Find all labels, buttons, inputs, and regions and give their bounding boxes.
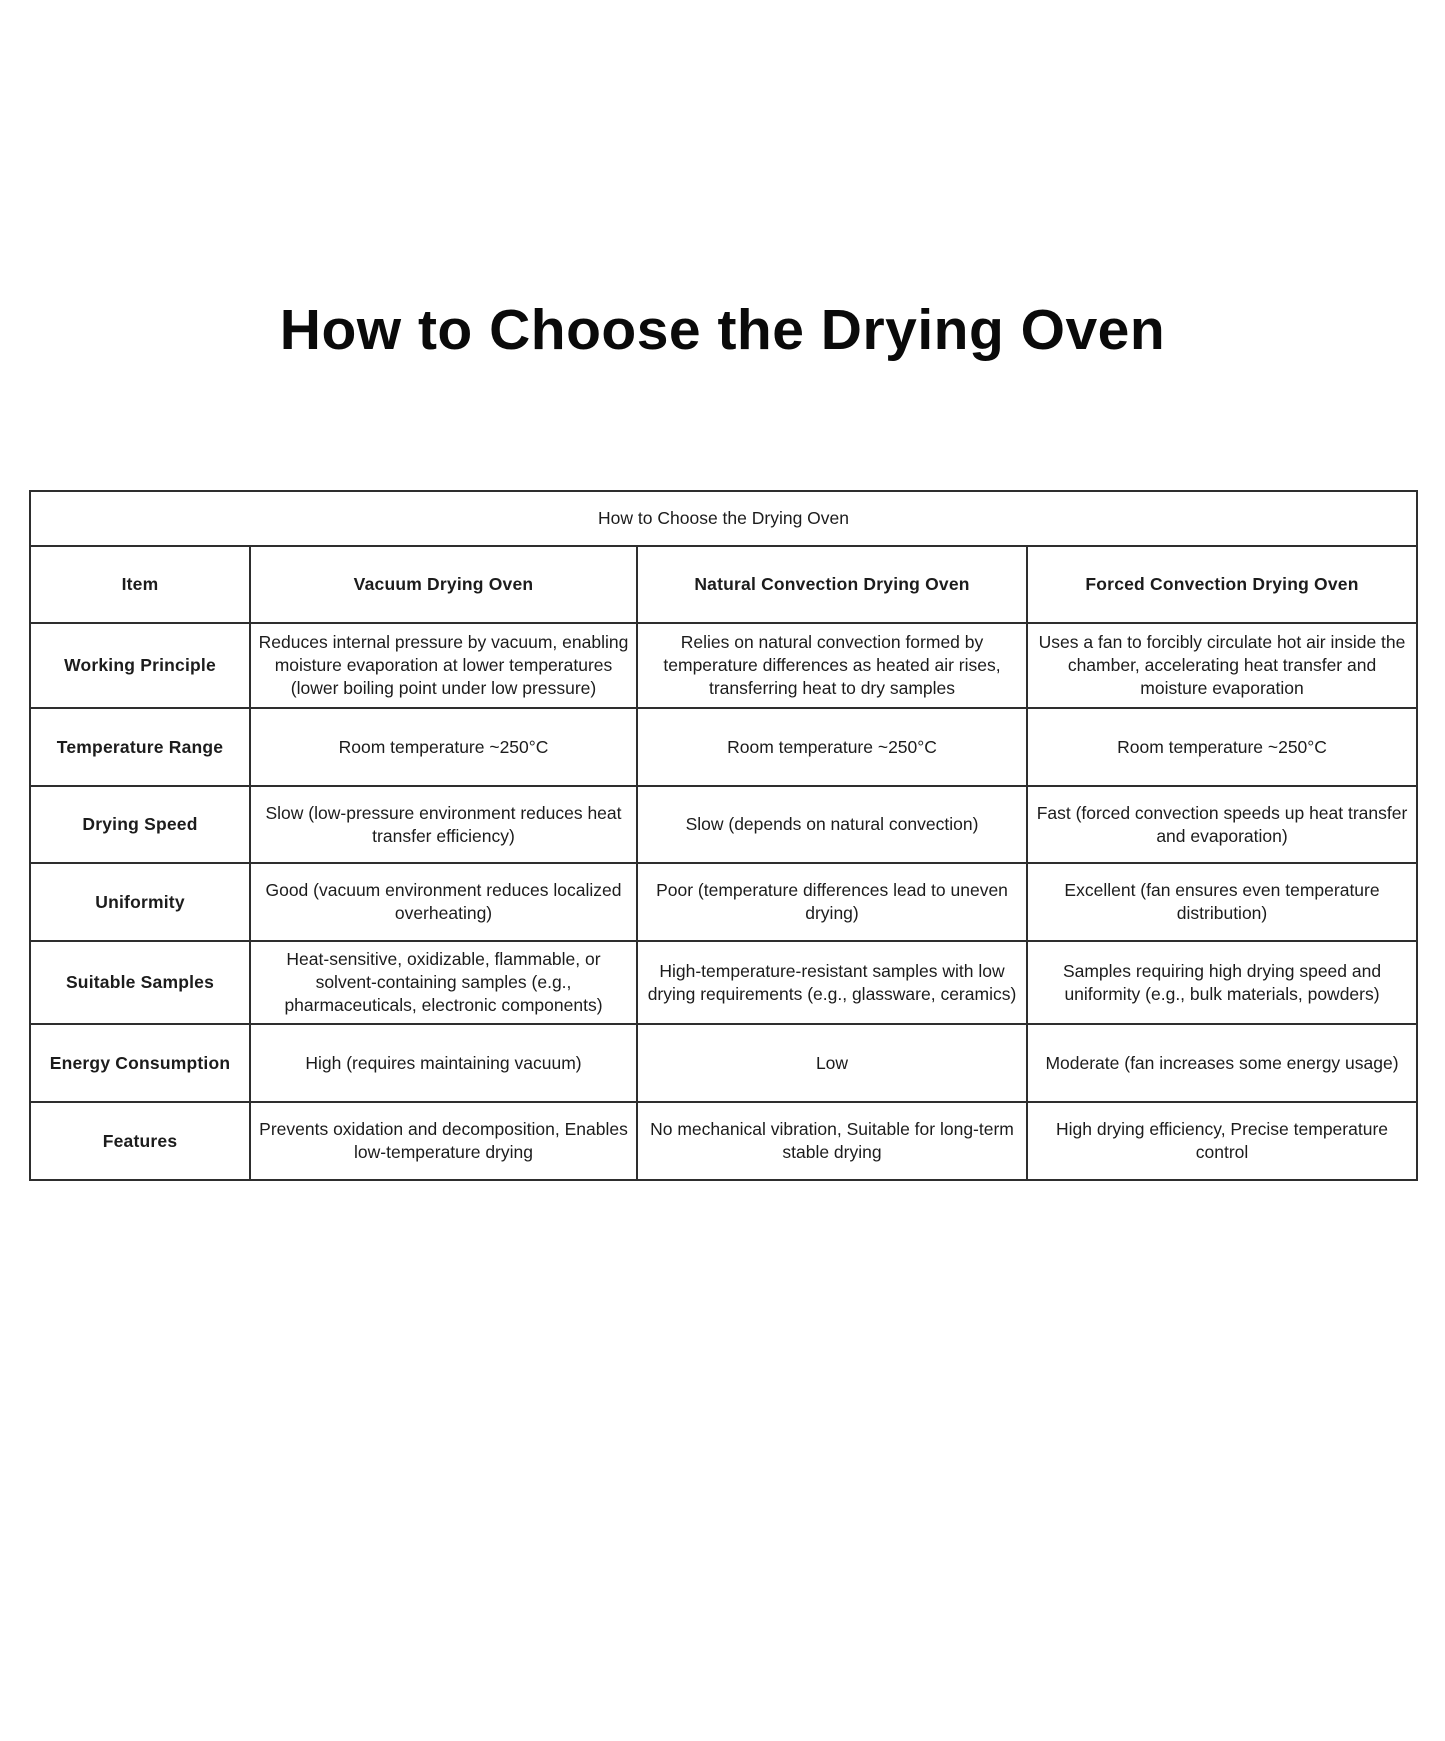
- cell-energy-consumption-forced: Moderate (fan increases some energy usage): [1027, 1024, 1417, 1102]
- table-row-suitable-samples: [30, 941, 1417, 1024]
- col-header-natural-convection-drying-oven: Natural Convection Drying Oven: [637, 546, 1027, 623]
- cell-energy-consumption-natural: Low: [637, 1024, 1027, 1102]
- cell-features-natural: No mechanical vibration, Suitable for long-term stable drying: [637, 1102, 1027, 1180]
- cell-suitable-samples-vacuum: Heat-sensitive, oxidizable, flammable, or solvent-containing samples (e.g., pharmaceuticals, electronic components): [250, 941, 637, 1024]
- cell-drying-speed-natural: Slow (depends on natural convection): [637, 786, 1027, 863]
- page-title: How to Choose the Drying Oven: [279, 298, 1166, 362]
- cell-suitable-samples-natural: High-temperature-resistant samples with low drying requirements (e.g., glassware, ceramics): [637, 941, 1027, 1024]
- cell-uniformity-natural: Poor (temperature differences lead to uneven drying): [637, 863, 1027, 941]
- cell-drying-speed-vacuum: Slow (low-pressure environment reduces heat transfer efficiency): [250, 786, 637, 863]
- cell-temperature-range-forced: Room temperature ~250°C: [1027, 708, 1417, 786]
- row-label-uniformity: Uniformity: [30, 863, 250, 941]
- table-row-working-principle: [30, 623, 1417, 708]
- col-header-item: Item: [30, 546, 250, 623]
- row-label-features: Features: [30, 1102, 250, 1180]
- table-row-drying-speed: [30, 786, 1417, 863]
- col-header-vacuum-drying-oven: Vacuum Drying Oven: [250, 546, 637, 623]
- cell-drying-speed-forced: Fast (forced convection speeds up heat transfer and evaporation): [1027, 786, 1417, 863]
- row-label-energy-consumption: Energy Consumption: [30, 1024, 250, 1102]
- row-label-suitable-samples: Suitable Samples: [30, 941, 250, 1024]
- table-row-temperature-range: [30, 708, 1417, 786]
- cell-temperature-range-natural: Room temperature ~250°C: [637, 708, 1027, 786]
- cell-features-vacuum: Prevents oxidation and decomposition, Enables low-temperature drying: [250, 1102, 637, 1180]
- table-row-features: [30, 1102, 1417, 1180]
- table-row-energy-consumption: [30, 1024, 1417, 1102]
- cell-working-principle-forced: Uses a fan to forcibly circulate hot air inside the chamber, accelerating heat transfer and moisture evaporation: [1027, 623, 1417, 708]
- cell-suitable-samples-forced: Samples requiring high drying speed and uniformity (e.g., bulk materials, powders): [1027, 941, 1417, 1024]
- cell-working-principle-natural: Relies on natural convection formed by temperature differences as heated air rises, transferring heat to dry samples: [637, 623, 1027, 708]
- cell-uniformity-forced: Excellent (fan ensures even temperature distribution): [1027, 863, 1417, 941]
- cell-energy-consumption-vacuum: High (requires maintaining vacuum): [250, 1024, 637, 1102]
- table-row-uniformity: [30, 863, 1417, 941]
- cell-temperature-range-vacuum: Room temperature ~250°C: [250, 708, 637, 786]
- table-caption: How to Choose the Drying Oven: [30, 491, 1417, 546]
- row-label-working-principle: Working Principle: [30, 623, 250, 708]
- table-header-row: [30, 546, 1417, 623]
- col-header-forced-convection-drying-oven: Forced Convection Drying Oven: [1027, 546, 1417, 623]
- cell-uniformity-vacuum: Good (vacuum environment reduces localized overheating): [250, 863, 637, 941]
- cell-features-forced: High drying efficiency, Precise temperature control: [1027, 1102, 1417, 1180]
- row-label-drying-speed: Drying Speed: [30, 786, 250, 863]
- row-label-temperature-range: Temperature Range: [30, 708, 250, 786]
- table-caption-row: [30, 491, 1417, 546]
- cell-working-principle-vacuum: Reduces internal pressure by vacuum, enabling moisture evaporation at lower temperatures (lower boiling point under low pressure): [250, 623, 637, 708]
- drying-oven-comparison-table: [29, 490, 1418, 1181]
